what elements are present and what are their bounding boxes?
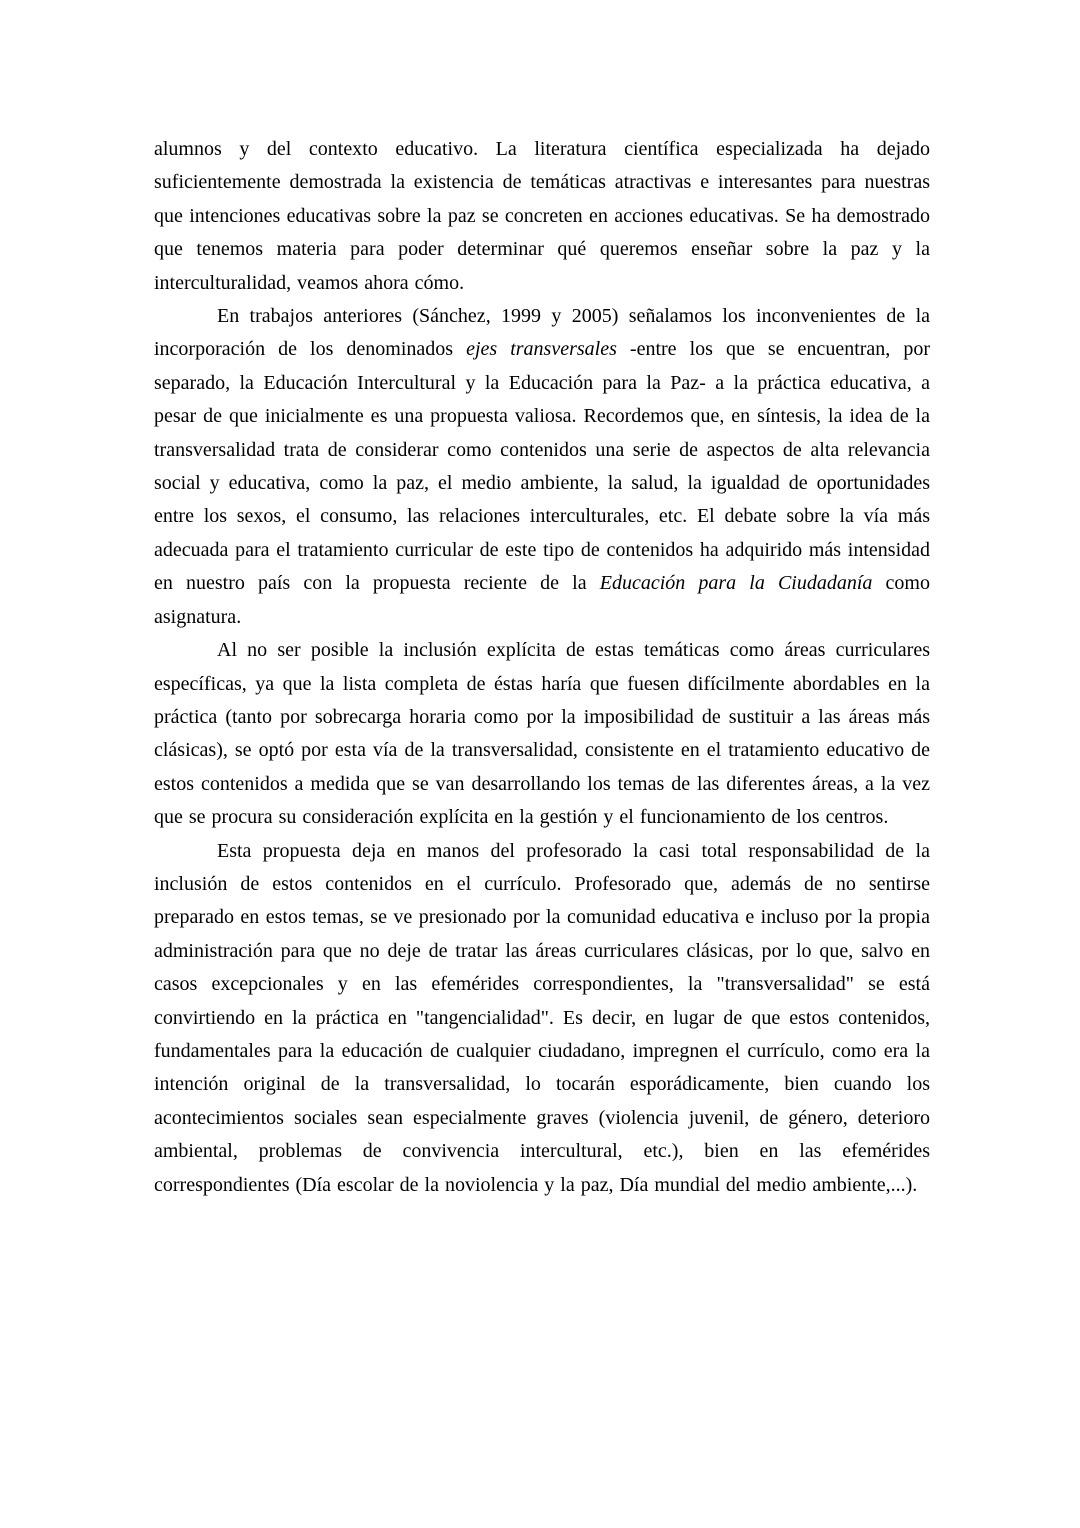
page-text-body — [154, 133, 930, 1202]
text-run: Esta propuesta deja en manos del profesorado la casi total responsabilidad de la inclusión de estos contenidos en el currículo. Profesorado que, además de no sentirse preparado en estos temas, se ve presionado por la comunidad educativa e incluso por la propia administración para que no deje de tratar las áreas curriculares clásicas, por lo que, salvo en casos excepcionales y en las efemérides correspondientes, la "transversalidad" se está convirtiendo en la práctica en "tangencialidad". Es decir, en lugar de que estos contenidos, fundamentales para la educación de cualquier ciudadano, impregnen el currículo, como era la intención original de la transversalidad, lo tocarán esporádicamente, bien cuando los acontecimientos sociales sean especialmente graves (violencia juvenil, de género, deterioro ambiental, problemas de convivencia intercultural, etc.), bien en las efemérides correspondientes (Día escolar de la noviolencia y la paz, Día mundial del medio ambiente,...). — [154, 839, 930, 1196]
paragraph — [154, 133, 930, 300]
italic-text-run: ejes transversales — [466, 338, 617, 361]
paragraph — [154, 300, 930, 634]
text-run: Al no ser posible la inclusión explícita de estas temáticas como áreas curriculares específicas, ya que la lista completa de éstas haría que fuesen difícilmente abordables en la práctica (tanto por sobrecarga horaria como por la imposibilidad de sustituir a las áreas más clásicas), se optó por esta vía de la transversalidad, consistente en el tratamiento educativo de estos contenidos a medida que se van desarrollando los temas de las diferentes áreas, a la vez que se procura su consideración explícita en la gestión y el funcionamiento de los centros. — [154, 639, 930, 829]
text-run: alumnos y del contexto educativo. La literatura científica especializada ha dejado suficientemente demostrada la existencia de temáticas atractivas e interesantes para nuestras que intenciones educativas sobre la paz se concreten en acciones educativas. Se ha demostrado que tenemos materia para poder determinar qué queremos enseñar sobre la paz y la interculturalidad, veamos ahora cómo. — [154, 138, 930, 294]
text-run: como asignatura. — [154, 572, 930, 628]
text-run: -entre los que se encuentran, por separado, la Educación Intercultural y la Educación para la Paz- a la práctica educativa, a pesar de que inicialmente es una propuesta valiosa. Recordemos que, en síntesis, la idea de la transversalidad trata de considerar como contenidos una serie de aspectos de alta relevancia social y educativa, como la paz, el medio ambiente, la salud, la igualdad de oportunidades entre los sexos, el consumo, las relaciones interculturales, etc. El debate sobre la vía más adecuada para el tratamiento curricular de este tipo de contenidos ha adquirido más intensidad en nuestro país con la propuesta reciente de la — [154, 338, 930, 595]
italic-text-run: Educación para la Ciudadanía — [599, 572, 873, 595]
text-run: En trabajos anteriores (Sánchez, 1999 y 2005) señalamos los inconvenientes de la incorporación de los denominados — [154, 305, 930, 361]
paragraph — [154, 835, 930, 1202]
paragraph — [154, 634, 930, 834]
